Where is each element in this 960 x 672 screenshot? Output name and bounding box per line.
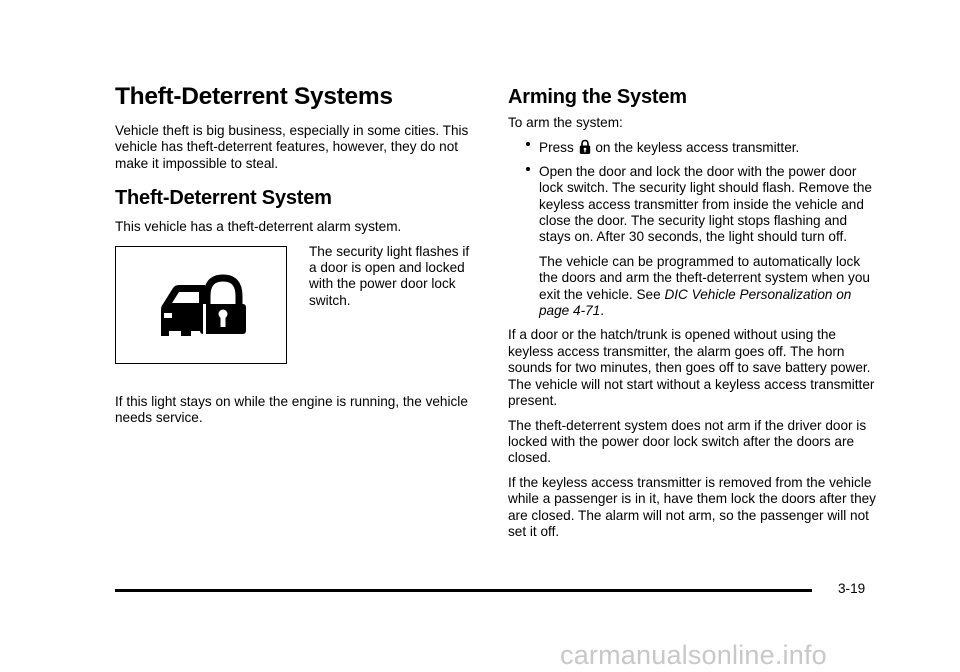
alarm-behavior-paragraph: If a door or the hatch/trunk is opened without using the keyless access transmitter, the alarm goes off. The horn sounds for two minutes, then goes off to save battery power. The vehicle will not start without a keyless access transmitter present.	[508, 327, 875, 409]
arm-intro: To arm the system:	[508, 115, 623, 130]
security-light-image-frame	[115, 246, 287, 364]
bullet-dot	[526, 167, 530, 171]
service-paragraph: If this light stays on while the engine is running, the vehicle needs service.	[115, 393, 468, 426]
lock-button-icon	[579, 139, 591, 155]
passenger-paragraph: If the keyless access transmitter is removed from the vehicle while a passenger is in it, have them lock the doors after they are closed. The alarm will not arm, so the passenger will not set it off.	[508, 474, 876, 539]
arming-steps-list	[508, 139, 878, 245]
page-number: 3-19	[838, 581, 866, 596]
security-light-caption: The security light flashes if a door is open and locked with the power door lock switch.	[309, 243, 470, 308]
bullet1-rest: on the keyless access transmitter.	[595, 140, 800, 156]
section-heading-theft-deterrent-system: Theft-Deterrent System	[115, 187, 332, 210]
list-item	[508, 139, 878, 156]
watermark: carmanualsonline.info	[560, 640, 827, 670]
programmed-end: .	[600, 303, 605, 319]
alarm-paragraph: This vehicle has a theft-deterrent alarm system.	[115, 219, 402, 235]
footer-rule	[115, 589, 812, 592]
bullet-dot	[526, 142, 530, 146]
list-item	[508, 164, 878, 246]
section-heading-arming: Arming the System	[508, 86, 687, 108]
car-lock-icon	[155, 274, 247, 336]
programmed-text: The vehicle can be programmed to automatically lock the doors and arm the theft-deterrent system when you exit the vehicle. See	[539, 253, 870, 302]
driver-door-paragraph: The theft-deterrent system does not arm if the driver door is locked with the power door lock switch after the doors are closed.	[508, 417, 867, 466]
security-light-figure	[115, 244, 477, 394]
right-column	[508, 82, 878, 548]
figure-caption	[309, 244, 477, 310]
left-column	[115, 82, 477, 434]
page-title: Theft-Deterrent Systems	[115, 83, 393, 110]
programmed-paragraph	[508, 254, 878, 320]
personalization-reference-link[interactable]: DIC Vehicle Personalization on page 4-71	[539, 286, 852, 319]
bullet2-text: Open the door and lock the door with the power door lock switch. The security light should flash. Remove the keyless access transmitter from inside the vehicle and close the door. The security light stops flashing and stays on. After 30 seconds, the light should turn off.	[539, 163, 872, 245]
intro-paragraph: Vehicle theft is big business, especially in some cities. This vehicle has theft-deterrent features, however, they do not make it impossible to steal.	[115, 123, 469, 171]
bullet1-press: Press	[539, 140, 574, 156]
